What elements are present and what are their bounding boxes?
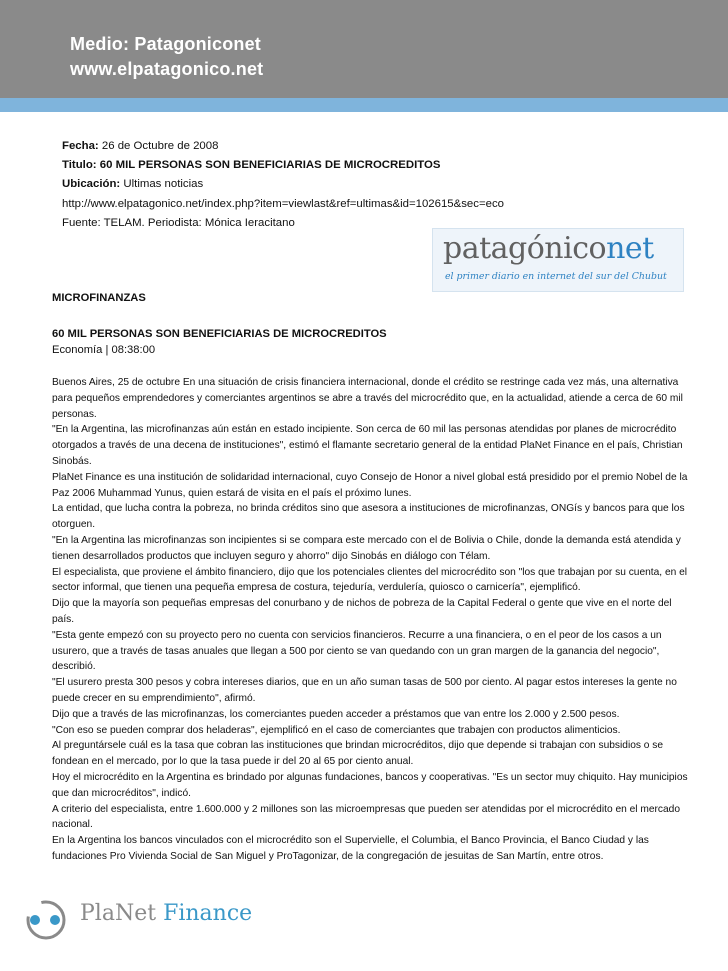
paragraph: "Con eso se pueden comprar dos heladeras", ejemplificó en el caso de comerciantes que trabajen con productos alimenticios.	[52, 724, 621, 736]
fecha-value: 26 de Octubre de 2008	[101, 140, 219, 152]
paragraph: Buenos Aires, 25 de octubre En una situación de crisis financiera internacional, donde el crédito se restringe cada vez más, una alternativa para pequeños emprendedores y comerciantes argentinos se abre a través del microcrédito que, en la actualidad, atiende a cerca de 60 mil personas.	[52, 377, 683, 420]
meta-fecha	[62, 140, 218, 152]
footer-brand-a: PlaNet	[80, 901, 157, 926]
ubicacion-label: Ubicación:	[62, 178, 121, 190]
logo-main-b: net	[606, 231, 654, 266]
logo-tagline: el primer diario en internet del sur del Chubut	[445, 271, 667, 282]
article-title: 60 MIL PERSONAS SON BENEFICIARIAS DE MICROCREDITOS	[52, 328, 387, 340]
paragraph: PlaNet Finance es una institución de solidaridad internacional, cuyo Consejo de Honor a nivel global está presidido por el premio Nobel de la Paz 2006 Muhammad Yunus, quien estará de visita en el país el próximo lunes.	[52, 471, 688, 499]
paragraph: La entidad, que lucha contra la pobreza, no brinda créditos sino que asesora a instituciones de microfinanzas, ONGís y bancos para que los otorguen.	[52, 503, 685, 531]
planet-finance-icon	[22, 895, 74, 945]
footer-brand-b: Finance	[163, 901, 253, 926]
meta-titulo: Titulo: 60 MIL PERSONAS SON BENEFICIARIAS DE MICROCREDITOS	[62, 159, 441, 171]
paragraph: Dijo que la mayoría son pequeñas empresas del conurbano y de nichos de pobreza de la Capital Federal o gente que vive en el norte del país.	[52, 598, 672, 625]
patagonico-logo	[432, 228, 684, 292]
header-url: www.elpatagonico.net	[70, 59, 264, 79]
header-medio: Medio: Patagoniconet	[70, 34, 262, 54]
header-stripe	[0, 98, 728, 112]
paragraph: El especialista, que proviene el ámbito financiero, dijo que los potenciales clientes del microcrédito son "los que trabajan por su cuenta, en el sector informal, que tienen una pequeña empresa de costura, tejeduría, verdulería, quiosco o carnicería", ejemplificó.	[52, 566, 688, 594]
header-band	[0, 0, 728, 98]
paragraph: "En la Argentina las microfinanzas son incipientes si se compara este mercado con el de Bolivia o Chile, donde la demanda está atendida y tienen desarrollados productos que incluyen seguro y ahorro" dijo Sinobás en diálogo con Télam.	[52, 534, 681, 562]
paragraph: "En la Argentina, las microfinanzas aún están en estado incipiente. Son cerca de 60 mil las personas atendidas por planes de microcrédito otorgados a través de una decena de instituciones", estimó el flamante secretario general de la entidad PlaNet Finance en el país, Christian Sinobás.	[52, 424, 683, 467]
footer-brand	[80, 901, 252, 926]
meta-link[interactable]: http://www.elpatagonico.net/index.php?item=viewlast&ref=ultimas&id=102615&sec=eco	[62, 198, 504, 210]
ubicacion-value: Ultimas noticias	[123, 178, 204, 190]
fecha-label: Fecha:	[62, 140, 99, 152]
section-title: MICROFINANZAS	[52, 292, 146, 304]
logo-main-a: patagónico	[443, 231, 607, 266]
paragraph: "Esta gente empezó con su proyecto pero no cuenta con servicios financieros. Recurre a una financiera, o en el peor de los casos a un usurero, que a través de tasas anuales que llegan a 500 por ciento se van quedando con un gran margen de la ganancia del negocio", describió.	[52, 629, 662, 673]
logo-wordmark	[443, 231, 654, 266]
article-body	[52, 375, 692, 865]
meta-fuente: Fuente: TELAM. Periodista: Mónica Ieracitano	[62, 217, 295, 229]
paragraph: Hoy el microcrédito en la Argentina es brindado por algunas fundaciones, bancos y cooperativas. "Es un sector muy chiquito. Hay municipios que dan microcréditos", indicó.	[52, 771, 688, 799]
planet-finance-logo	[22, 895, 252, 945]
paragraph: En la Argentina los bancos vinculados con el microcrédito son el Supervielle, el Columbia, el Banco Provincia, el Banco Ciudad y las fundaciones Pro Vivienda Social de San Miguel y ProTagonizar, de la congregación de jesuitas de San Martín, entre otros.	[52, 835, 649, 862]
paragraph: A criterio del especialista, entre 1.600.000 y 2 millones son las microempresas que pueden ser atendidas por el microcrédito en el mercado nacional.	[52, 803, 680, 831]
paragraph: Dijo que a través de las microfinanzas, los comerciantes pueden acceder a préstamos que van entre los 2.000 y 2.500 pesos.	[52, 708, 620, 720]
paragraph: Al preguntársele cuál es la tasa que cobran las instituciones que brindan microcréditos, dijo que depende si trabajan con subsidios o se fondean en el mercado, por lo que la tasa puede ir del 20 al 65 por ciento anual.	[52, 740, 664, 768]
paragraph: "El usurero presta 300 pesos y cobra intereses diarios, que en un año suman tasas de 500 por ciento. Al pagar estos intereses la gente no puede crecer en su emprendimiento", afirmó.	[52, 677, 677, 704]
meta-ubicacion	[62, 178, 203, 190]
article-dateline: Economía | 08:38:00	[52, 344, 156, 356]
